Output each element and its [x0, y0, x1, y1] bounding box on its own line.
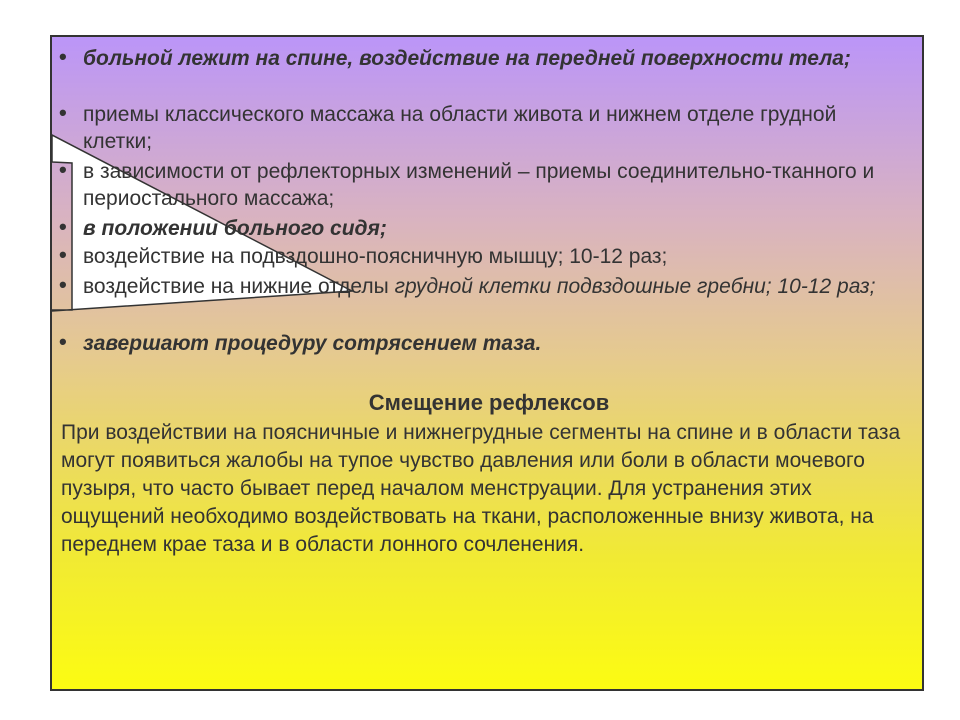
list-item	[59, 329, 903, 357]
bullet-marker: •	[59, 44, 67, 69]
list-item	[59, 100, 903, 155]
section-title: Смещение рефлексов	[368, 390, 610, 415]
list-item	[59, 272, 903, 300]
list-item	[59, 157, 903, 212]
bullet-marker: •	[59, 100, 67, 125]
bullet-text: больной лежит на спине, воздействие на передней поверхности тела;	[83, 47, 851, 70]
bullet-text: в зависимости от рефлекторных изменений – приемы соединительно-тканного и периостального массажа;	[83, 160, 875, 210]
bullet-text: воздействие на подвздошно-поясничную мышцу; 10-12 раз;	[83, 245, 668, 268]
bullet-text-plain: воздействие на нижние отделы	[83, 275, 395, 298]
slide-content-box	[50, 35, 924, 691]
text-content	[52, 37, 924, 691]
bullet-marker: •	[59, 272, 67, 297]
bullet-text: приемы классического массажа на области живота и нижнем отделе грудной клетки;	[83, 103, 837, 153]
list-item	[59, 242, 903, 270]
bullet-text-italic: грудной клетки подвздошные гребни; 10-12 раз;	[394, 275, 876, 298]
bullet-text: завершают процедуру сотрясением таза.	[83, 332, 542, 355]
section-paragraph: При воздействии на поясничные и нижнегрудные сегменты на спине и в области таза могут появиться жалобы на тупое чувство давления или боли в области мочевого пузыря, что часто бывает перед началом менструации. Для устранения этих ощущений необходимо воздействовать на ткани, расположенные внизу живота, на переднем крае таза и в области лонного сочленения.	[61, 421, 901, 556]
bullet-marker: •	[59, 329, 67, 354]
bullet-marker: •	[59, 214, 67, 239]
bullet-text: в положении больного сидя;	[83, 217, 387, 240]
list-item	[59, 44, 903, 72]
bullet-marker: •	[59, 157, 67, 182]
bullet-marker: •	[59, 242, 67, 267]
list-item	[59, 214, 903, 242]
